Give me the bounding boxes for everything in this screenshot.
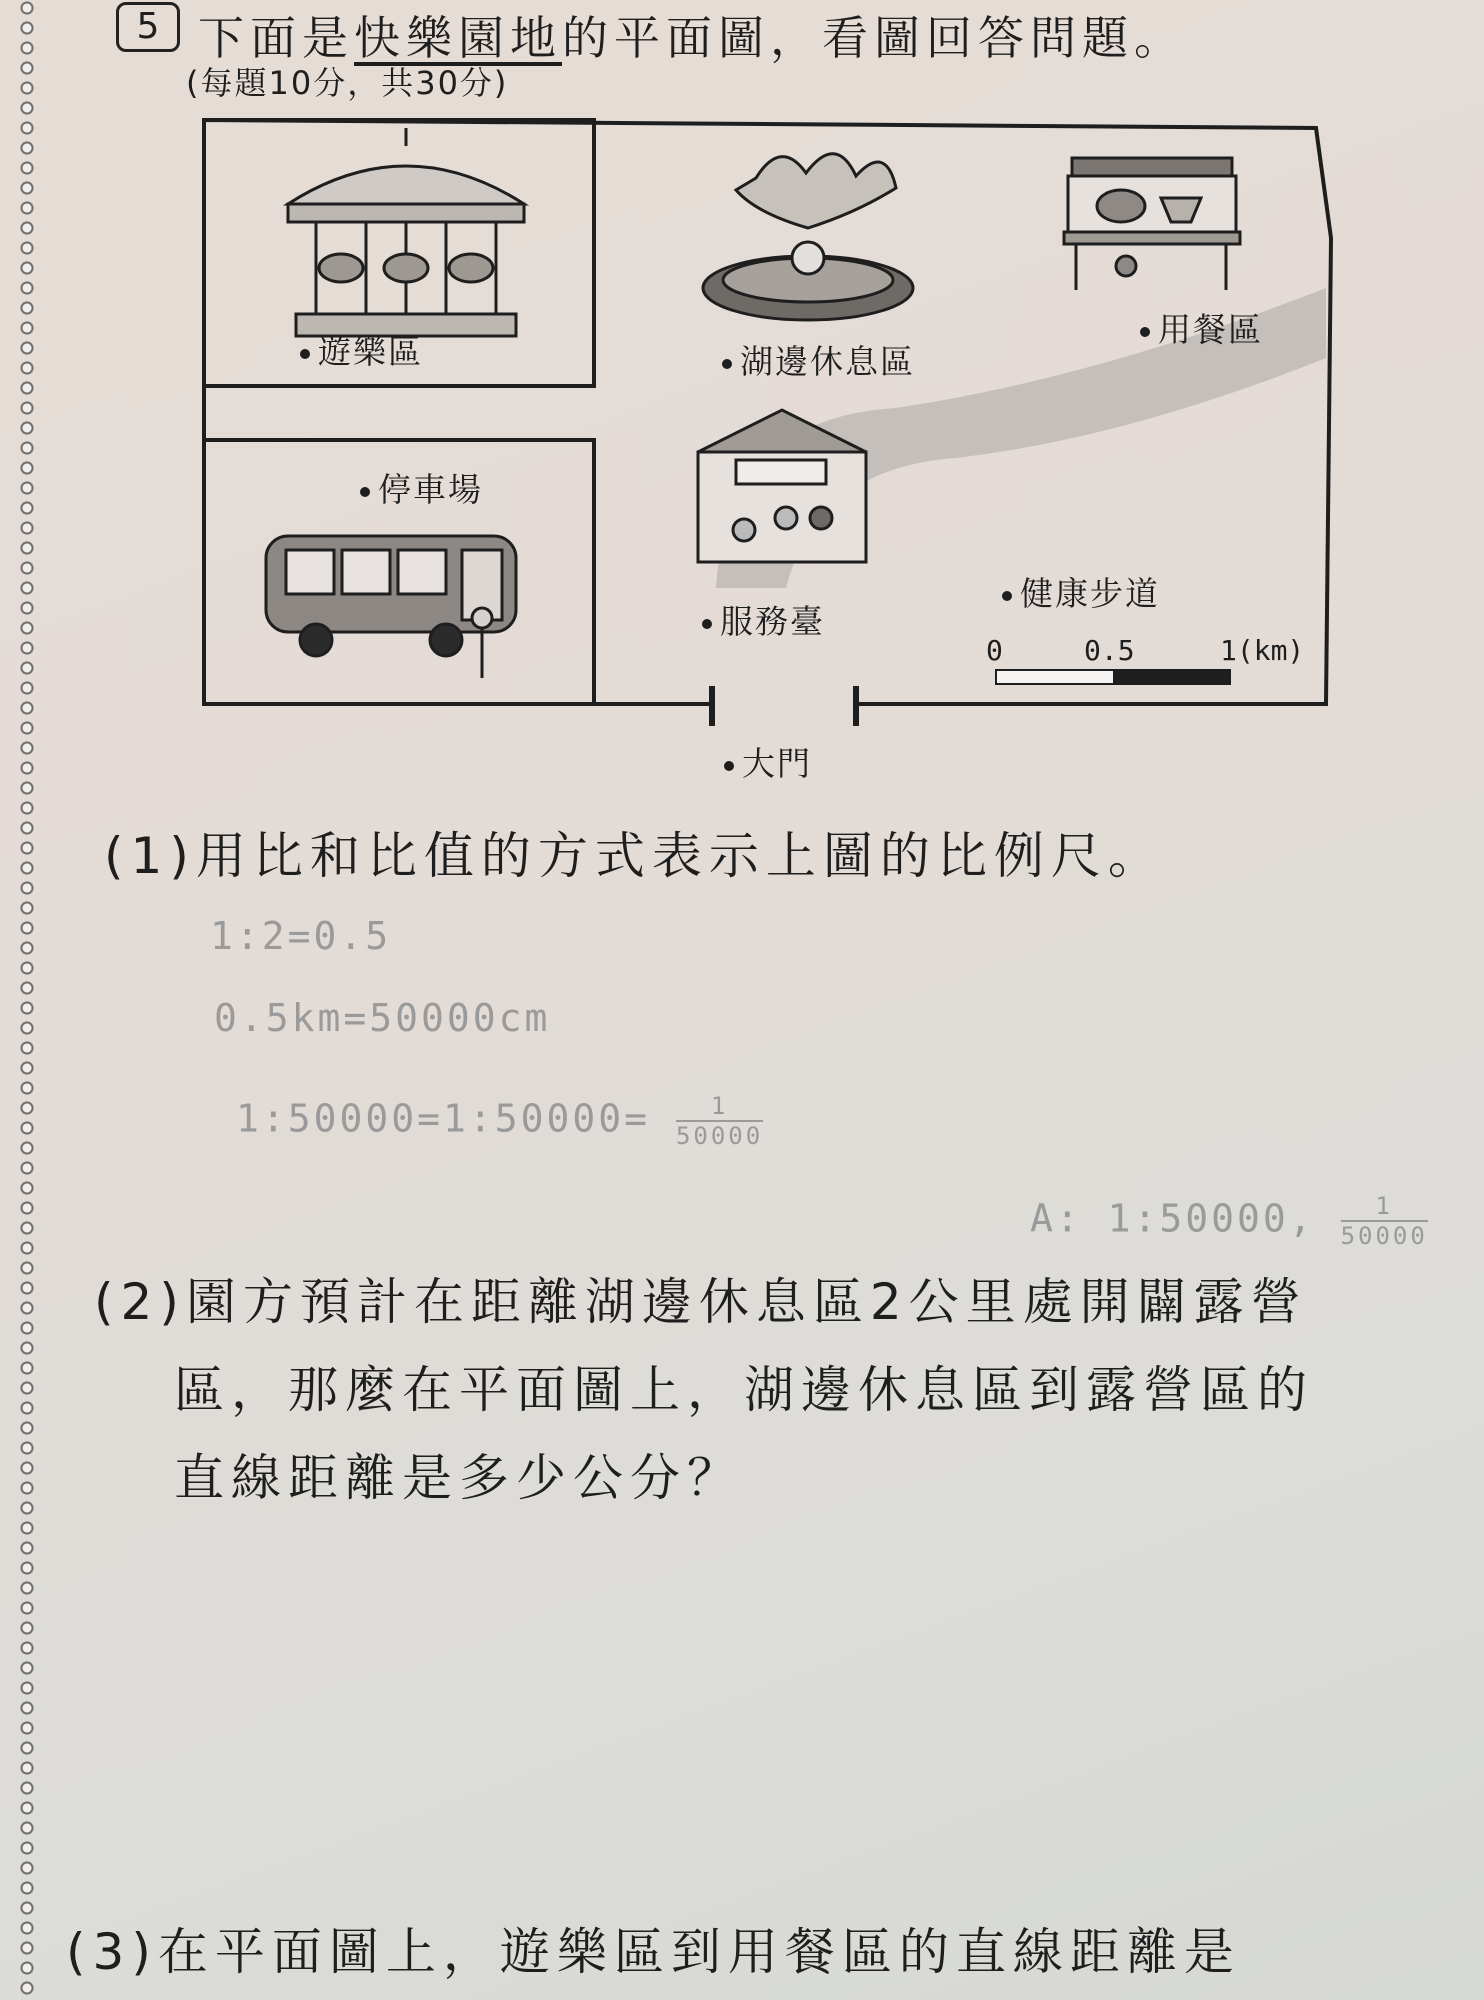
fraction-denominator: 50000	[675, 1122, 764, 1150]
label-amusement-area	[300, 326, 423, 373]
answer-fraction	[1341, 1192, 1428, 1250]
map-marker-dot	[724, 761, 734, 771]
fraction-numerator: 1	[1341, 1192, 1428, 1222]
answer-text: A: 1:50000,	[1030, 1196, 1315, 1241]
label-lakeside-rest-area	[722, 336, 915, 383]
question-1-text: (1)用比和比值的方式表示上圖的比例尺。	[104, 827, 1165, 885]
map-marker-dot	[722, 359, 732, 369]
punch-holes-margin	[16, 0, 38, 2000]
dining-stall-icon	[1064, 158, 1240, 290]
label-parking-lot	[360, 464, 483, 511]
work-equation: 1:50000=1:50000=	[236, 1096, 651, 1141]
label-health-trail	[1002, 568, 1160, 615]
question-number-box: 5	[116, 2, 180, 52]
label-dining-area	[1140, 304, 1263, 351]
label-text: 停車場	[378, 470, 483, 509]
label-text: 遊樂區	[318, 332, 423, 371]
title-park-name: 快樂園地	[354, 11, 562, 65]
map-marker-dot	[300, 349, 310, 359]
question-3-line-1: (3)在平面圖上，遊樂區到用餐區的直線距離是	[66, 1923, 1241, 1981]
bus-icon	[266, 536, 516, 678]
map-marker-dot	[1140, 327, 1150, 337]
scoring-note: (每題10分，共30分)	[186, 64, 509, 102]
map-marker-dot	[360, 487, 370, 497]
label-text: 大門	[742, 744, 812, 783]
carousel-icon	[288, 128, 524, 336]
scale-tick-half: 0.5	[1084, 634, 1135, 667]
fountain-icon	[703, 154, 913, 320]
scale-tick-1km: 1(km)	[1220, 634, 1305, 667]
map-outline	[196, 118, 1346, 758]
label-text: 健康步道	[1020, 574, 1160, 613]
question-2-line-2: 區，那麼在平面圖上，湖邊休息區到露營區的	[174, 1361, 1314, 1419]
work-fraction	[676, 1092, 763, 1150]
label-text: 服務臺	[720, 602, 825, 641]
label-main-gate	[724, 738, 812, 785]
label-service-desk	[702, 596, 825, 643]
label-text: 用餐區	[1158, 310, 1263, 349]
label-text: 湖邊休息區	[740, 342, 915, 381]
fraction-denominator: 50000	[1340, 1222, 1428, 1250]
map-marker-dot	[702, 619, 712, 629]
handwritten-answer	[1030, 1192, 1428, 1250]
park-plan-map	[196, 118, 1346, 783]
title-prefix: 下面是	[198, 11, 354, 65]
title-suffix: 的平面圖，看圖回答問題。	[562, 11, 1186, 65]
map-marker-dot	[1002, 591, 1012, 601]
scale-tick-0: 0	[986, 634, 1003, 667]
handwritten-work-line-3	[236, 1092, 763, 1150]
question-2-line-3: 直線距離是多少公分？	[174, 1449, 744, 1507]
scale-bar	[996, 670, 1230, 684]
handwritten-work-line-1: 1:2=0.5	[210, 914, 392, 958]
question-2-line-1: (2)園方預計在距離湖邊休息區2公里處開闢露營	[94, 1273, 1308, 1331]
handwritten-work-line-2: 0.5km=50000cm	[214, 996, 551, 1040]
fraction-numerator: 1	[676, 1092, 763, 1122]
